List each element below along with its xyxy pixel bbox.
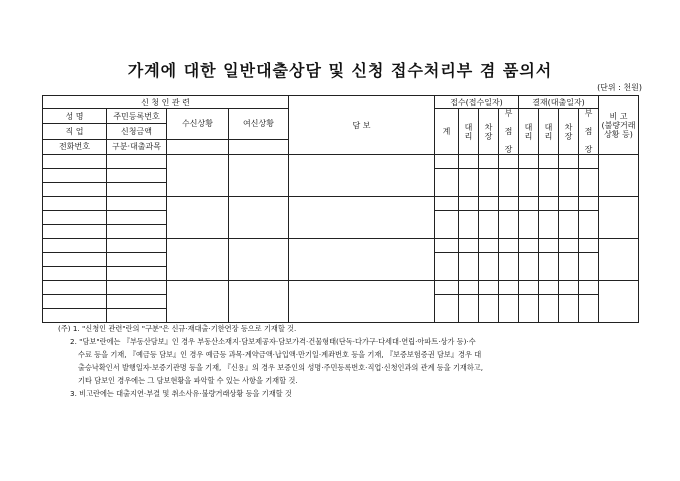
header-decision: 결재(대출일자) bbox=[519, 96, 599, 109]
note-2-cont: 기타 담보인 경우에는 그 담보현황을 파악할 수 있는 사항을 기재할 것. bbox=[78, 376, 298, 385]
table-row bbox=[43, 239, 639, 253]
header-receipt: 접수(접수일자) bbox=[435, 96, 519, 109]
header-total: 계 bbox=[435, 109, 459, 155]
header-name: 성 명 bbox=[43, 109, 107, 124]
header-phone: 전화번호 bbox=[43, 139, 107, 154]
header-chajang-2: 차 장 bbox=[559, 109, 579, 155]
header-resident-number: 주민등록번호 bbox=[107, 109, 167, 124]
header-occupation: 직 업 bbox=[43, 124, 107, 139]
header-applicant-relation: 신 청 인 관 련 bbox=[43, 96, 289, 109]
header-apply-amount: 신청금액 bbox=[107, 124, 167, 139]
table-row bbox=[43, 155, 639, 169]
table-row bbox=[43, 281, 639, 295]
note-2-cont: 출승낙확인서 발행일자·보증기관명 등을 기재, 『신용』의 경우 보증인의 성명·주민등록번호·직업·신청인과의 관계 등을 기재하고, bbox=[78, 363, 484, 372]
header-collateral: 담 보 bbox=[289, 96, 435, 155]
table-row bbox=[43, 197, 639, 211]
header-daeri-3: 대 리 bbox=[539, 109, 559, 155]
header-category: 구분·대출과목 bbox=[107, 139, 167, 154]
document-title: 가계에 대한 일반대출상담 및 신청 접수처리부 겸 품의서 bbox=[127, 61, 553, 80]
note-3: 3. 비고란에는 대출지연·부결 및 취소사유·불량거래상황 등을 기재할 것 bbox=[70, 389, 292, 398]
note-2: 2. "담보"란에는 『부동산담보』인 경우 부동산소재지·담보제공자·담보가격·건물형태(단독·다가구·다세대·연립·아파트·상가 등)·수 bbox=[70, 337, 476, 346]
header-bujeom-2: 부 점 장 bbox=[579, 109, 599, 155]
header-bujeom-1: 부 점 장 bbox=[499, 109, 519, 155]
header-remarks: 비 고 (불량거래 상황 등) bbox=[599, 96, 639, 155]
header-chajang-1: 차 장 bbox=[479, 109, 499, 155]
header-daeri-2: 대 리 bbox=[519, 109, 539, 155]
note-1: (주) 1. "신청인 관련"란의 "구분"은 신규·재대출·기한연장 등으로 기재할 것. bbox=[58, 324, 297, 333]
header-credit-status: 수신상황 bbox=[167, 109, 229, 140]
unit-label: (단위 : 천원) bbox=[597, 83, 642, 92]
header-daeri-1: 대 리 bbox=[459, 109, 479, 155]
footnotes bbox=[58, 322, 658, 400]
note-2-cont: 수료 등을 기재, 『예금등 담보』인 경우 예금등 과목·계약금액·납입액·만기일·계좌번호 등을 기재, 『보증보험증권 담보』경우 대 bbox=[78, 350, 482, 359]
application-ledger-table bbox=[42, 95, 639, 323]
header-loan-status: 여신상황 bbox=[229, 109, 289, 140]
